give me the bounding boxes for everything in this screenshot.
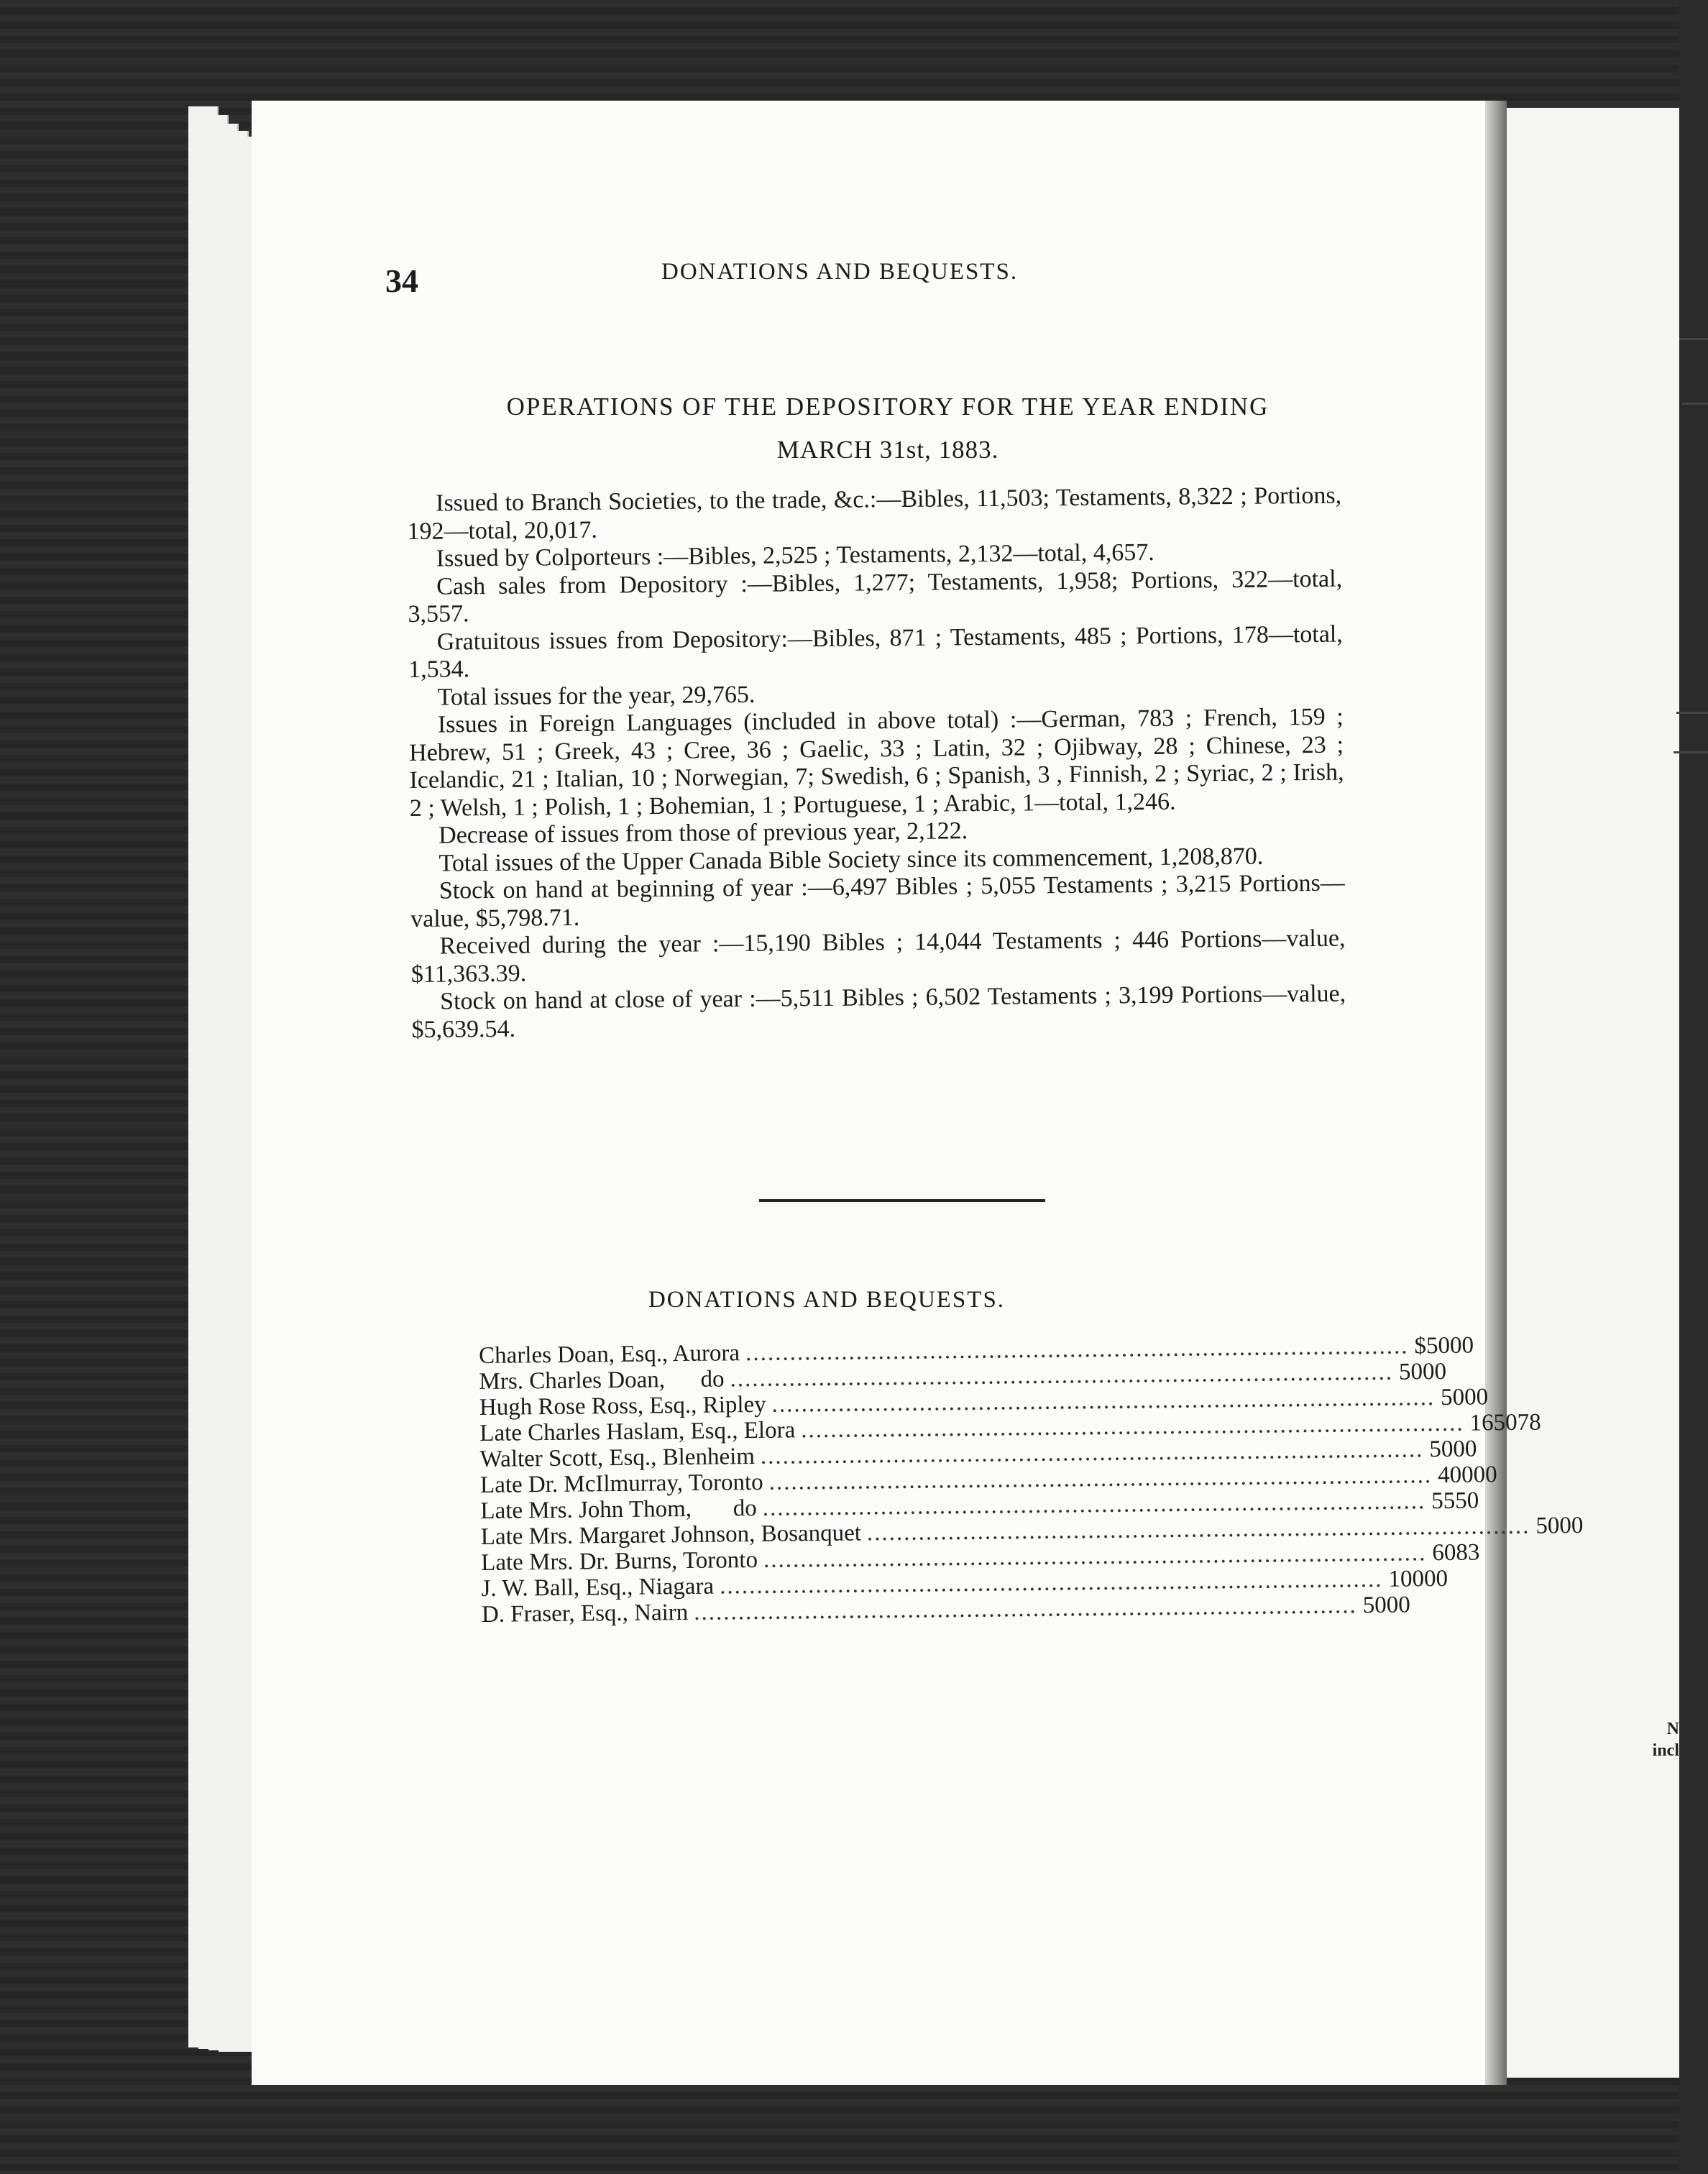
facing-page-fragment: incl: [1652, 1741, 1679, 1760]
donation-dollars: 400: [1437, 1462, 1474, 1489]
donation-cents: 00: [1464, 1384, 1489, 1411]
operations-paragraph: Issued to Branch Societies, to the trade, &c.:—Bibles, 11,503; Testaments, 8,322 ; Portions, 192—total, 20,017.: [407, 482, 1342, 545]
donor-name: Mrs. Charles Doan, do: [479, 1366, 725, 1395]
donation-dollars: 60: [1432, 1539, 1456, 1567]
operations-title-line: OPERATIONS OF THE DEPOSITORY FOR THE YEAR ENDING: [506, 393, 1269, 421]
operations-paragraph: Gratuitous issues from Depository:—Bibles, 871 ; Testaments, 485 ; Portions, 178—total, 1,534.: [408, 620, 1343, 683]
donation-cents: 00: [1449, 1332, 1474, 1359]
donor-name: Late Mrs. Margaret Johnson, Bosanquet: [480, 1520, 862, 1550]
operations-body: [407, 482, 1346, 1044]
page-number: 34: [385, 262, 418, 299]
operations-paragraph: Issues in Foreign Languages (included in above total) :—German, 783 ; French, 159 ; Hebrew, 51 ; Greek, 43 ; Cree, 36 ; Gaelic, 33 ; Latin, 32 ; Ojibway, 28 ; Chinese, 23 ; Icelandic, 21 ; Italian, 10 ; Norwegian, 7; Swedish, 6 ; Spanish, 3 , Finnish, 2 ; Syriac, 2 ; Irish, 2 ; Welsh, 1 ; Polish, 1 ; Bohemian, 1 ; Portuguese, 1 ; Arabic, 1—total, 1,246.: [409, 703, 1344, 822]
section-divider: [759, 1199, 1045, 1202]
leader-dots: ..........................................................................................: [768, 1462, 1433, 1495]
donation-cents: 00: [1423, 1565, 1448, 1592]
donation-cents: 50: [1455, 1487, 1479, 1514]
operations-title-date: MARCH 31st, 1883.: [776, 436, 999, 464]
operations-paragraph: Received during the year :—15,190 Bibles ; 14,044 Testaments ; 446 Portions—value, $11,363.39.: [410, 925, 1346, 988]
donation-dollars: 50: [1535, 1513, 1560, 1539]
running-head: DONATIONS AND BEQUESTS.: [661, 259, 1019, 285]
donation-cents: 00: [1473, 1462, 1497, 1488]
leader-dots: ..........................................................................................: [801, 1410, 1464, 1444]
facing-page-text: [1622, 1718, 1679, 1761]
donor-name: Late Mrs. John Thom, do: [480, 1495, 757, 1524]
donor-name: Late Mrs. Dr. Burns, Toronto: [481, 1546, 758, 1576]
donation-dollars: 1650: [1469, 1409, 1518, 1436]
donation-dollars: 50: [1440, 1384, 1465, 1411]
facing-page: [1507, 108, 1679, 2078]
donation-cents: 83: [1456, 1539, 1480, 1566]
facing-page-mark: [1673, 751, 1708, 753]
donor-name: D. Fraser, Esq., Nairn: [481, 1599, 689, 1628]
leader-dots: ..........................................................................................: [762, 1488, 1426, 1521]
donation-cents: 00: [1559, 1512, 1584, 1539]
leader-dots: ..........................................................................................: [730, 1359, 1394, 1393]
donations-title: DONATIONS AND BEQUESTS.: [648, 1287, 1006, 1313]
operations-paragraph: Issued by Colporteurs :—Bibles, 2,525 ; Testaments, 2,132—total, 4,657.: [436, 538, 1154, 572]
facing-page-mark: [1679, 338, 1708, 340]
donation-dollars: 100: [1388, 1566, 1425, 1592]
donor-name: Late Charles Haslam, Esq., Elora: [479, 1417, 796, 1446]
leader-dots: ..........................................................................................: [771, 1385, 1436, 1418]
donation-dollars: 50: [1429, 1436, 1454, 1463]
leader-dots: ..........................................................................................: [866, 1513, 1530, 1546]
donor-name: Late Dr. McIlmurray, Toronto: [479, 1469, 763, 1498]
donor-name: Hugh Rose Ross, Esq., Ripley: [479, 1391, 766, 1421]
operations-paragraph: Stock on hand at close of year :—5,511 Bibles ; 6,502 Testaments ; 3,199 Portions—value, $5,639.54.: [411, 980, 1346, 1043]
donation-dollars: 50: [1398, 1359, 1423, 1385]
donation-cents: 00: [1422, 1358, 1447, 1385]
donor-name: J. W. Ball, Esq., Niagara: [481, 1573, 715, 1602]
donation-dollars: 50: [1362, 1592, 1387, 1619]
donation-cents: 00: [1386, 1592, 1410, 1618]
operations-paragraph: Total issues for the year, 29,765.: [437, 681, 756, 711]
operations-paragraph: Total issues of the Upper Canada Bible Society since its commencement, 1,208,870.: [439, 843, 1264, 877]
donation-cents: 78: [1517, 1409, 1541, 1436]
donations-list: [479, 1332, 1584, 1628]
leader-dots: ..........................................................................................: [719, 1566, 1383, 1600]
operations-paragraph: Cash sales from Depository :—Bibles, 1,277; Testaments, 1,958; Portions, 322—total, 3,557.: [408, 565, 1343, 628]
donor-name: Charles Doan, Esq., Aurora: [479, 1340, 740, 1369]
facing-page-mark: [1682, 403, 1708, 405]
book-gutter: [1485, 101, 1507, 2085]
facing-page-fragment: N: [1666, 1720, 1679, 1738]
leader-dots: ..........................................................................................: [763, 1540, 1427, 1573]
leader-dots: ..........................................................................................: [760, 1436, 1424, 1469]
donor-name: Walter Scott, Esq., Blenheim: [479, 1443, 756, 1472]
operations-paragraph: Decrease of issues from those of previous year, 2,122.: [439, 817, 968, 849]
donation-cents: 00: [1453, 1436, 1477, 1462]
donation-dollars: $50: [1414, 1332, 1451, 1359]
facing-page-mark: [1676, 712, 1708, 714]
operations-title: [403, 385, 1373, 472]
leader-dots: ..........................................................................................: [745, 1333, 1409, 1367]
leader-dots: ..........................................................................................: [694, 1592, 1357, 1625]
operations-paragraph: Stock on hand at beginning of year :—6,497 Bibles ; 5,055 Testaments ; 3,215 Portions—value, $5,798.71.: [410, 869, 1345, 932]
donation-dollars: 55: [1431, 1487, 1456, 1515]
